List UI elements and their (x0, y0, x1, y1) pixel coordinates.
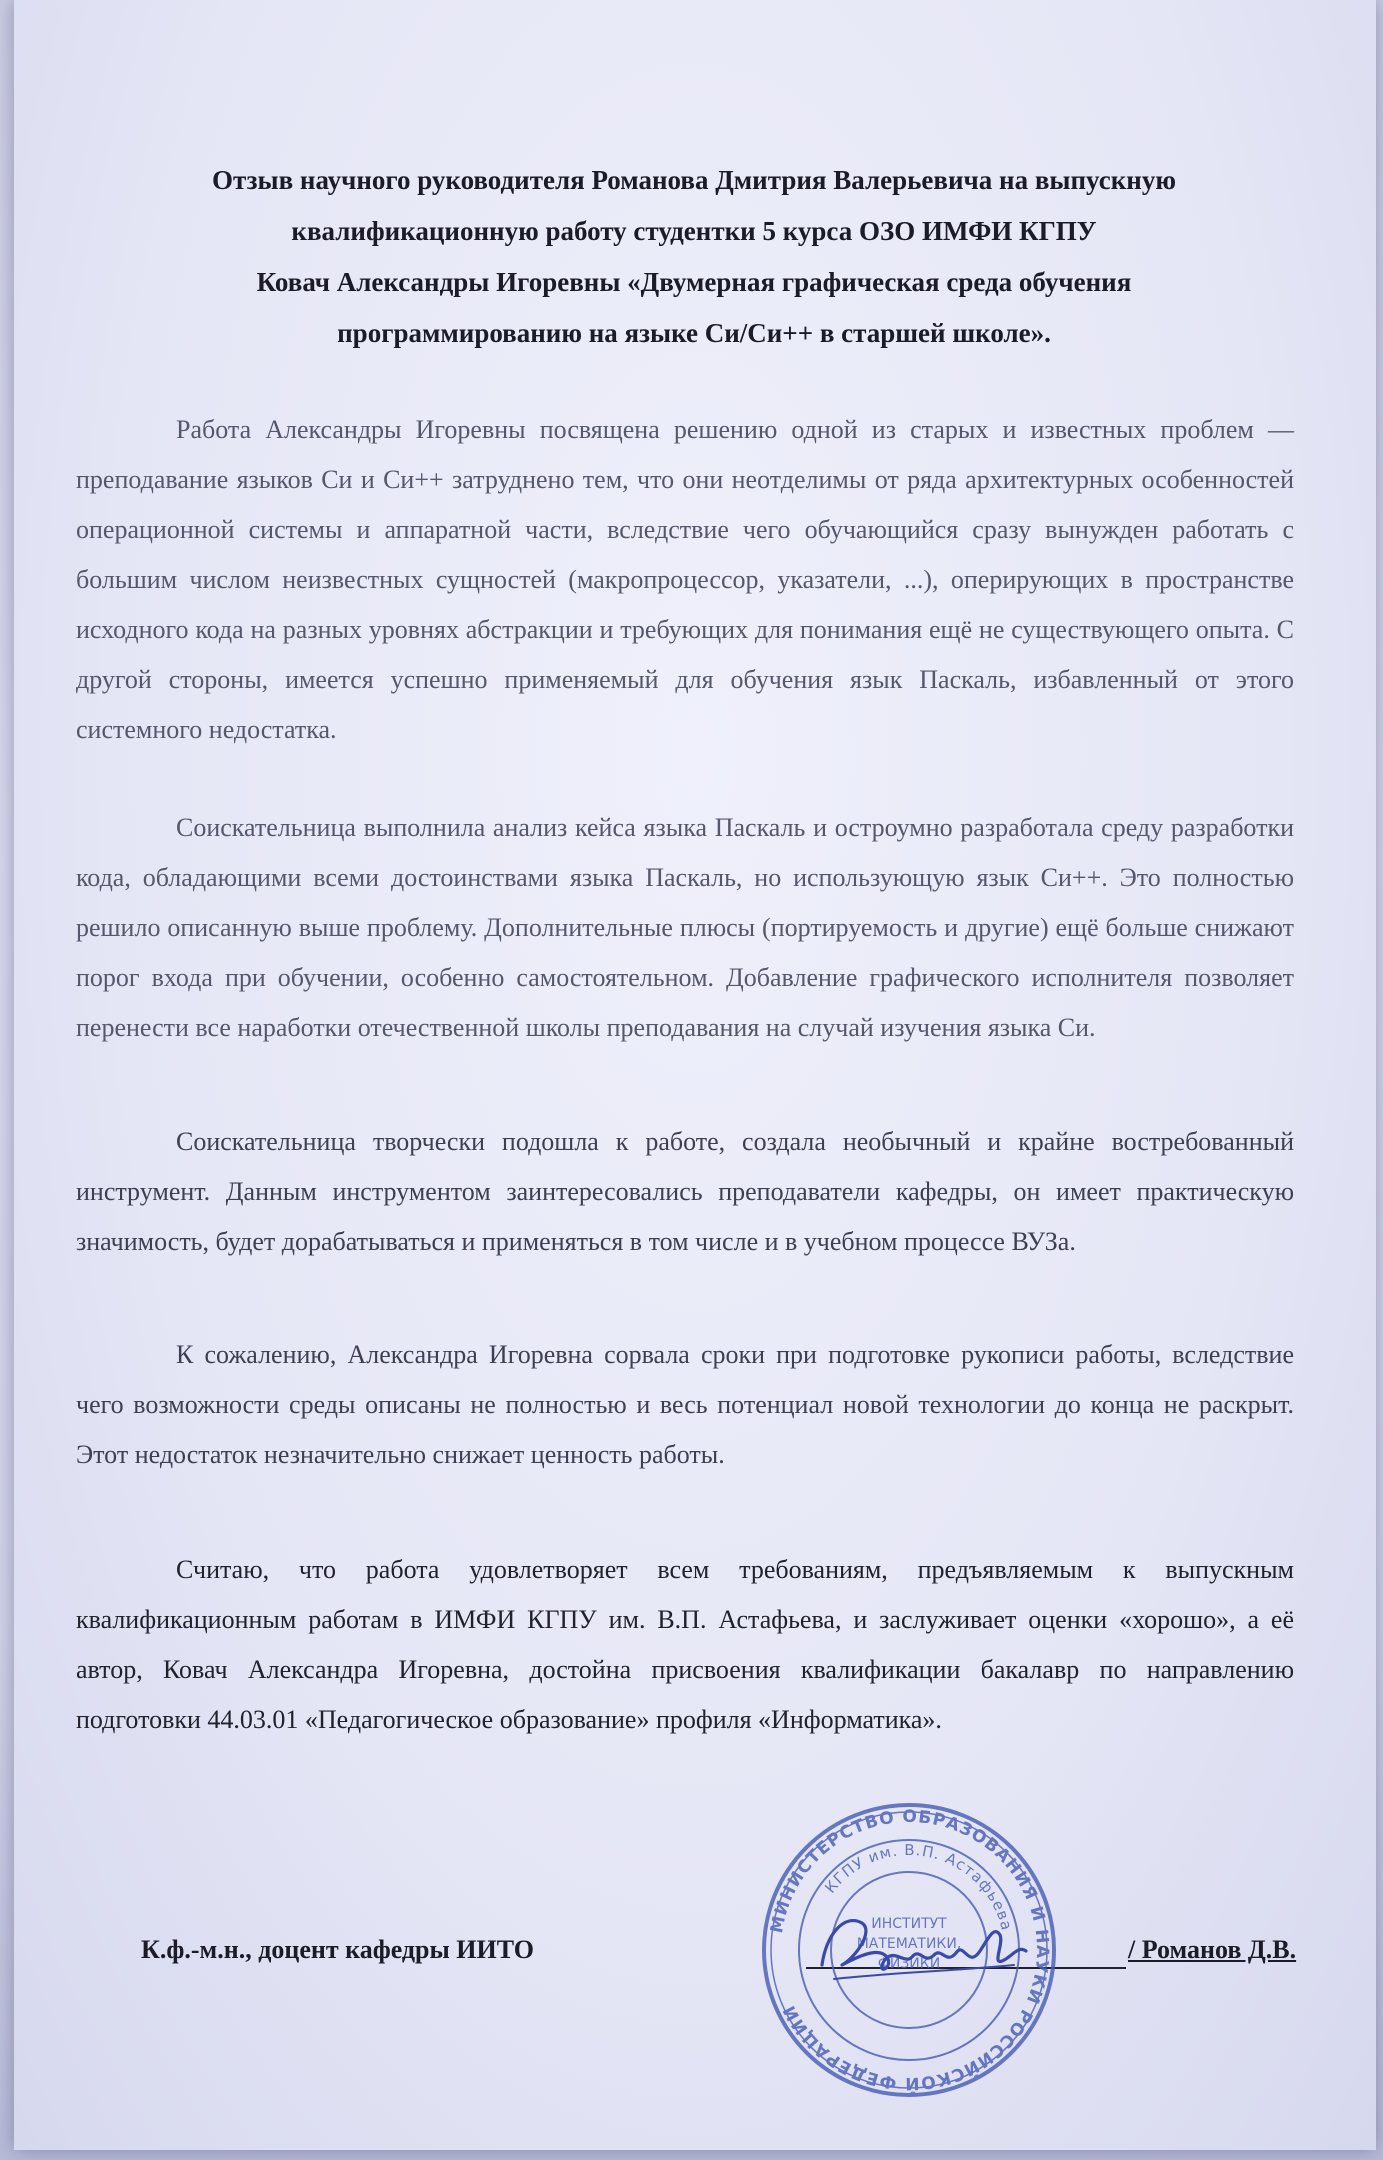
handwritten-signature (804, 1895, 1044, 2005)
stamp-center-line: ИНСТИТУТ (871, 1916, 947, 1932)
document-title (154, 155, 1234, 359)
signature-block (76, 1925, 1297, 1975)
stamp-center-line: МАТЕМАТИКИ, (856, 1936, 962, 1952)
paragraph: К сожалению, Александра Игоревна сорвала сроки при подготовке рукописи работы, вследствие чего возможности среды описаны не полностью и весь потенциал новой технологии до конца не раскрыт. Этот недостаток незначительно снижает ценность работы. (76, 1340, 1294, 1469)
paragraph-block (76, 1117, 1294, 1267)
stamp-center-line: ФИЗИКИ (877, 1956, 941, 1972)
stamp-outer-text: МИНИСТЕРСТВО ОБРАЗОВАНИЯ И НАУКИ РОССИЙСКОЙ ФЕДЕРАЦИИ (766, 1806, 1053, 2094)
paragraph: Считаю, что работа удовлетворяет всем требованиям, предъявляемым к выпускным квалификационным работам в ИМФИ КГПУ им. В.П. Астафьева, и заслуживает оценки «хорошо», а её автор, Ковач Александра Игоревна, достойна присвоения квалификации бакалавр по направлению подготовки 44.03.01 «Педагогическое образование» профиля «Информатика». (76, 1555, 1294, 1734)
paragraph: Соискательница выполнила анализ кейса языка Паскаль и остроумно разработала среду разработки кода, обладающими всеми достоинствами языка Паскаль, но использующую язык Си++. Это полностью решило описанную выше проблему. Дополнительные плюсы (портируемость и другие) ещё больше снижают порог входа при обучении, особенно самостоятельном. Добавление графического исполнителя позволяет перенести все наработки отечественной школы преподавания на случай изучения языка Си. (76, 813, 1294, 1042)
signer-name: / Романов Д.В. (1128, 1935, 1297, 1964)
paragraph: Работа Александры Игоревны посвящена решению одной из старых и известных проблем — преподавание языков Си и Си++ затруднено тем, что они неотделимы от ряда архитектурных особенностей операционной системы и аппаратной части, вследствие чего обучающийся сразу вынужден работать с большим числом неизвестных сущностей (макропроцессор, указатели, ...), оперирующих в пространстве исходного кода на разных уровнях абстракции и требующих для понимания ещё не существующего опыта. С другой стороны, имеется успешно применяемый для обучения язык Паскаль, избавленный от этого системного недостатка. (76, 415, 1294, 744)
title-line: программированию на языке Си/Си++ в старшей школе». (337, 318, 1051, 348)
signer-position: К.ф.-м.н., доцент кафедры ИИТО (141, 1935, 534, 1964)
title-line: Отзыв научного руководителя Романова Дмитрия Валерьевича на выпускную (212, 165, 1176, 195)
paragraph-block (76, 1545, 1294, 1745)
paragraph-block (76, 803, 1294, 1053)
paragraph-block (76, 1330, 1294, 1480)
paragraph: Соискательница творчески подошла к работе, создала необычный и крайне востребованный инструмент. Данным инструментом заинтересовались преподаватели кафедры, он имеет практическую значимость, будет дорабатываться и применяться в том числе и в учебном процессе ВУЗа. (76, 1127, 1294, 1256)
title-line: квалификационную работу студентки 5 курса ОЗО ИМФИ КГПУ (291, 216, 1097, 246)
document-page (14, 0, 1376, 2150)
stamp-middle-text: КГПУ им. В.П. Астафьева (821, 1840, 1016, 1933)
title-line: Ковач Александры Игоревны «Двумерная графическая среда обучения (256, 267, 1132, 297)
paragraph-block (76, 405, 1294, 755)
